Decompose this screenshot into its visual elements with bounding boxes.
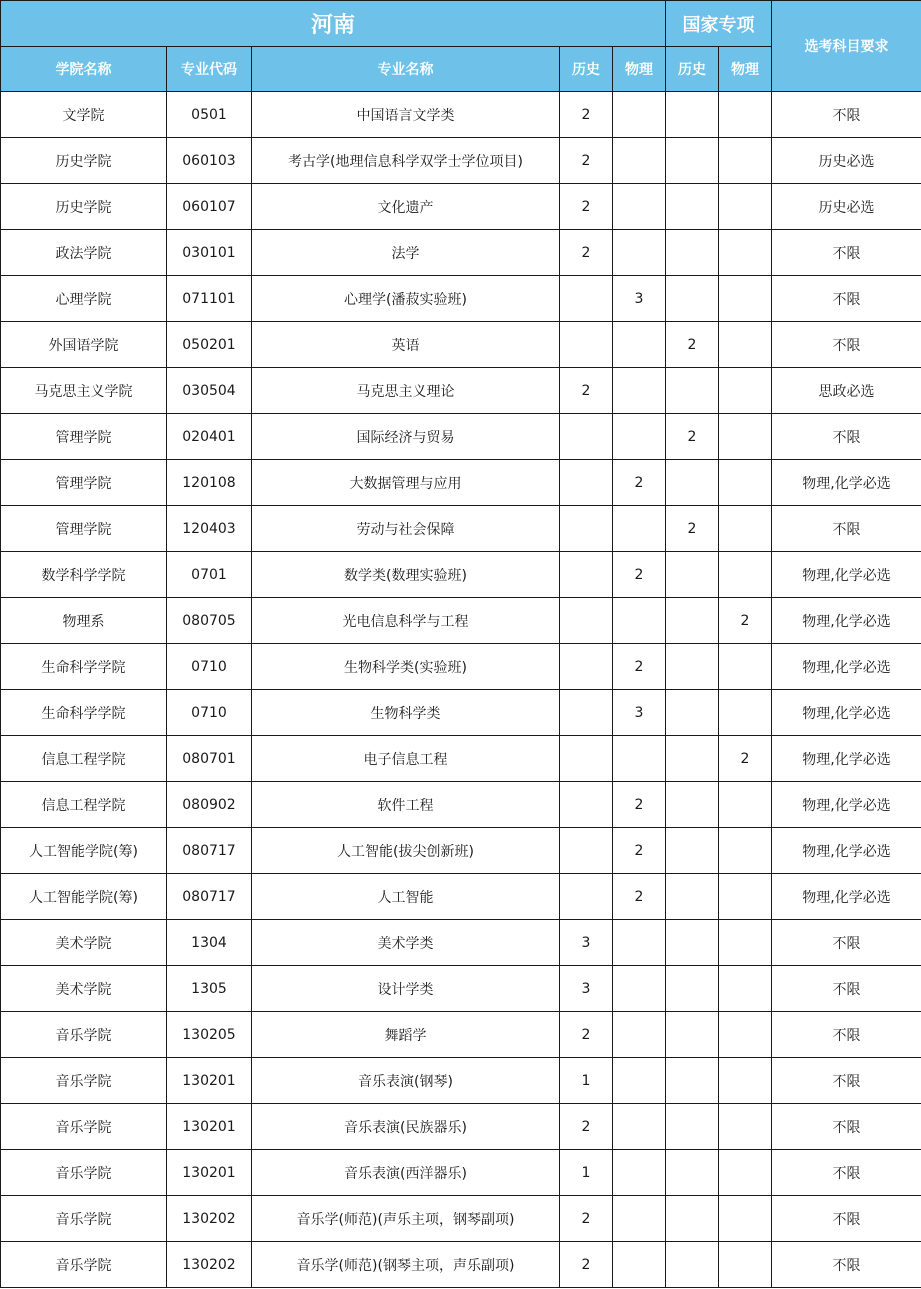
table-row xyxy=(1,506,921,552)
special-physics-count-cell xyxy=(719,138,772,184)
physics-count-cell xyxy=(613,184,666,230)
major-cell: 光电信息科学与工程 xyxy=(252,598,560,644)
code-cell: 060103 xyxy=(167,138,252,184)
physics-count-cell xyxy=(613,322,666,368)
table-row xyxy=(1,1150,921,1196)
physics-count-cell xyxy=(613,1150,666,1196)
special-physics-count-cell xyxy=(719,322,772,368)
special-physics-count-cell xyxy=(719,276,772,322)
college-cell: 人工智能学院(筹) xyxy=(1,874,167,920)
special-physics-count-cell xyxy=(719,552,772,598)
code-cell: 071101 xyxy=(167,276,252,322)
table-row xyxy=(1,460,921,506)
table-row xyxy=(1,92,921,138)
special-history-count-cell: 2 xyxy=(666,506,719,552)
special-physics-count-cell xyxy=(719,460,772,506)
college-cell: 音乐学院 xyxy=(1,1104,167,1150)
table-row xyxy=(1,230,921,276)
history-count-cell: 1 xyxy=(560,1150,613,1196)
physics-column-header: 物理 xyxy=(613,47,666,92)
special-physics-count-cell xyxy=(719,414,772,460)
physics-count-cell xyxy=(613,598,666,644)
special-history-count-cell xyxy=(666,552,719,598)
physics-count-cell xyxy=(613,230,666,276)
history-count-cell xyxy=(560,828,613,874)
college-cell: 信息工程学院 xyxy=(1,736,167,782)
major-cell: 文化遗产 xyxy=(252,184,560,230)
special-physics-count-cell xyxy=(719,782,772,828)
history-count-cell xyxy=(560,690,613,736)
special-history-count-cell xyxy=(666,690,719,736)
code-cell: 130201 xyxy=(167,1150,252,1196)
college-cell: 管理学院 xyxy=(1,414,167,460)
special-physics-count-cell xyxy=(719,1150,772,1196)
special-physics-count-cell xyxy=(719,828,772,874)
physics-count-cell xyxy=(613,414,666,460)
history-count-cell xyxy=(560,552,613,598)
physics-count-cell xyxy=(613,1242,666,1288)
major-cell: 数学类(数理实验班) xyxy=(252,552,560,598)
college-cell: 外国语学院 xyxy=(1,322,167,368)
special-physics-count-cell xyxy=(719,1242,772,1288)
physics-count-cell: 2 xyxy=(613,644,666,690)
major-cell: 美术学类 xyxy=(252,920,560,966)
special-history-count-cell xyxy=(666,644,719,690)
special-history-count-cell xyxy=(666,828,719,874)
table-row xyxy=(1,920,921,966)
special-physics-count-cell xyxy=(719,506,772,552)
special-history-count-cell: 2 xyxy=(666,414,719,460)
table-row xyxy=(1,552,921,598)
requirement-cell: 物理,化学必选 xyxy=(772,782,921,828)
requirement-cell: 不限 xyxy=(772,92,921,138)
physics-count-cell xyxy=(613,920,666,966)
code-cell: 130202 xyxy=(167,1242,252,1288)
requirement-cell: 不限 xyxy=(772,1104,921,1150)
college-cell: 心理学院 xyxy=(1,276,167,322)
table-body xyxy=(1,92,921,1288)
history-count-cell: 3 xyxy=(560,920,613,966)
physics-count-cell xyxy=(613,1012,666,1058)
special-physics-count-cell xyxy=(719,184,772,230)
special-physics-count-cell xyxy=(719,1104,772,1150)
code-cell: 030504 xyxy=(167,368,252,414)
table-row xyxy=(1,322,921,368)
code-cell: 080717 xyxy=(167,828,252,874)
physics-count-cell xyxy=(613,966,666,1012)
college-cell: 马克思主义学院 xyxy=(1,368,167,414)
major-cell: 舞蹈学 xyxy=(252,1012,560,1058)
special-history-count-cell xyxy=(666,1012,719,1058)
college-cell: 文学院 xyxy=(1,92,167,138)
college-cell: 美术学院 xyxy=(1,966,167,1012)
major-cell: 人工智能 xyxy=(252,874,560,920)
code-column-header: 专业代码 xyxy=(167,47,252,92)
special-physics-count-cell xyxy=(719,1012,772,1058)
requirement-cell: 不限 xyxy=(772,276,921,322)
major-cell: 软件工程 xyxy=(252,782,560,828)
requirement-cell: 不限 xyxy=(772,322,921,368)
history-count-cell: 2 xyxy=(560,1242,613,1288)
special-physics-count-cell: 2 xyxy=(719,598,772,644)
special-physics-count-cell xyxy=(719,966,772,1012)
special-history-count-cell xyxy=(666,598,719,644)
history-count-cell xyxy=(560,276,613,322)
code-cell: 0701 xyxy=(167,552,252,598)
college-cell: 管理学院 xyxy=(1,506,167,552)
requirement-cell: 物理,化学必选 xyxy=(772,736,921,782)
table-row xyxy=(1,598,921,644)
special-history-count-cell xyxy=(666,1150,719,1196)
college-cell: 美术学院 xyxy=(1,920,167,966)
special-history-count-cell xyxy=(666,368,719,414)
special-history-count-cell xyxy=(666,184,719,230)
college-cell: 数学科学学院 xyxy=(1,552,167,598)
major-cell: 心理学(潘菽实验班) xyxy=(252,276,560,322)
requirement-cell: 物理,化学必选 xyxy=(772,874,921,920)
history-count-cell xyxy=(560,736,613,782)
history-count-cell: 2 xyxy=(560,368,613,414)
special-physics-count-cell xyxy=(719,368,772,414)
major-cell: 音乐学(师范)(钢琴主项，声乐副项) xyxy=(252,1242,560,1288)
code-cell: 030101 xyxy=(167,230,252,276)
special-history-count-cell xyxy=(666,1196,719,1242)
major-cell: 电子信息工程 xyxy=(252,736,560,782)
major-cell: 国际经济与贸易 xyxy=(252,414,560,460)
college-cell: 物理系 xyxy=(1,598,167,644)
major-cell: 中国语言文学类 xyxy=(252,92,560,138)
history-count-cell xyxy=(560,874,613,920)
table-row xyxy=(1,414,921,460)
table-row xyxy=(1,874,921,920)
requirement-cell: 物理,化学必选 xyxy=(772,552,921,598)
code-cell: 130201 xyxy=(167,1058,252,1104)
special-history-count-cell xyxy=(666,736,719,782)
college-cell: 生命科学学院 xyxy=(1,644,167,690)
code-cell: 130205 xyxy=(167,1012,252,1058)
special-physics-count-cell xyxy=(719,230,772,276)
history-count-cell: 2 xyxy=(560,92,613,138)
college-cell: 人工智能学院(筹) xyxy=(1,828,167,874)
special-program-header: 国家专项 xyxy=(666,1,772,47)
college-cell: 政法学院 xyxy=(1,230,167,276)
table-row xyxy=(1,1104,921,1150)
region-header: 河南 xyxy=(1,1,666,47)
major-cell: 音乐表演(民族器乐) xyxy=(252,1104,560,1150)
requirement-cell: 思政必选 xyxy=(772,368,921,414)
physics-count-cell xyxy=(613,92,666,138)
requirement-cell: 不限 xyxy=(772,414,921,460)
history-count-cell: 3 xyxy=(560,966,613,1012)
college-cell: 历史学院 xyxy=(1,138,167,184)
physics-count-cell xyxy=(613,736,666,782)
code-cell: 060107 xyxy=(167,184,252,230)
requirement-cell: 不限 xyxy=(772,966,921,1012)
physics-count-cell: 3 xyxy=(613,690,666,736)
code-cell: 120108 xyxy=(167,460,252,506)
history-count-cell: 2 xyxy=(560,138,613,184)
requirement-cell: 不限 xyxy=(772,1196,921,1242)
code-cell: 080902 xyxy=(167,782,252,828)
history-count-cell xyxy=(560,506,613,552)
code-cell: 080717 xyxy=(167,874,252,920)
college-cell: 音乐学院 xyxy=(1,1196,167,1242)
major-cell: 音乐学(师范)(声乐主项，钢琴副项) xyxy=(252,1196,560,1242)
table-row xyxy=(1,368,921,414)
major-cell: 生物科学类 xyxy=(252,690,560,736)
table-row xyxy=(1,1242,921,1288)
history-count-cell: 2 xyxy=(560,1104,613,1150)
special-physics-count-cell xyxy=(719,920,772,966)
physics-count-cell: 2 xyxy=(613,552,666,598)
table-row xyxy=(1,690,921,736)
requirement-cell: 物理,化学必选 xyxy=(772,690,921,736)
physics-count-cell: 2 xyxy=(613,874,666,920)
physics-count-cell xyxy=(613,1104,666,1150)
code-cell: 0501 xyxy=(167,92,252,138)
major-cell: 生物科学类(实验班) xyxy=(252,644,560,690)
special-physics-count-cell: 2 xyxy=(719,736,772,782)
special-physics-count-cell xyxy=(719,644,772,690)
requirement-cell: 不限 xyxy=(772,1150,921,1196)
special-physics-count-cell xyxy=(719,92,772,138)
major-cell: 马克思主义理论 xyxy=(252,368,560,414)
history-count-cell xyxy=(560,782,613,828)
special-physics-count-cell xyxy=(719,874,772,920)
special-history-count-cell xyxy=(666,966,719,1012)
college-cell: 音乐学院 xyxy=(1,1058,167,1104)
table-row xyxy=(1,1058,921,1104)
major-cell: 音乐表演(钢琴) xyxy=(252,1058,560,1104)
college-cell: 管理学院 xyxy=(1,460,167,506)
requirement-cell: 物理,化学必选 xyxy=(772,598,921,644)
major-column-header: 专业名称 xyxy=(252,47,560,92)
physics-count-cell xyxy=(613,138,666,184)
special-physics-count-cell xyxy=(719,1058,772,1104)
special-history-column-header: 历史 xyxy=(666,47,719,92)
code-cell: 080701 xyxy=(167,736,252,782)
major-cell: 劳动与社会保障 xyxy=(252,506,560,552)
history-count-cell: 1 xyxy=(560,1058,613,1104)
table-row xyxy=(1,782,921,828)
college-cell: 音乐学院 xyxy=(1,1012,167,1058)
major-cell: 人工智能(拔尖创新班) xyxy=(252,828,560,874)
special-history-count-cell xyxy=(666,138,719,184)
major-cell: 设计学类 xyxy=(252,966,560,1012)
requirement-cell: 不限 xyxy=(772,1242,921,1288)
physics-count-cell: 2 xyxy=(613,828,666,874)
special-history-count-cell xyxy=(666,460,719,506)
code-cell: 120403 xyxy=(167,506,252,552)
code-cell: 130202 xyxy=(167,1196,252,1242)
table-row xyxy=(1,1196,921,1242)
special-history-count-cell xyxy=(666,1104,719,1150)
college-cell: 音乐学院 xyxy=(1,1242,167,1288)
history-count-cell: 2 xyxy=(560,1012,613,1058)
table-row xyxy=(1,184,921,230)
major-cell: 大数据管理与应用 xyxy=(252,460,560,506)
table-row xyxy=(1,828,921,874)
physics-count-cell xyxy=(613,1196,666,1242)
table-row xyxy=(1,966,921,1012)
code-cell: 1305 xyxy=(167,966,252,1012)
history-count-cell: 2 xyxy=(560,1196,613,1242)
requirement-cell: 不限 xyxy=(772,1058,921,1104)
table-row xyxy=(1,1012,921,1058)
special-history-count-cell xyxy=(666,1242,719,1288)
history-column-header: 历史 xyxy=(560,47,613,92)
physics-count-cell xyxy=(613,368,666,414)
physics-count-cell: 2 xyxy=(613,460,666,506)
college-cell: 音乐学院 xyxy=(1,1150,167,1196)
physics-count-cell xyxy=(613,506,666,552)
requirement-cell: 物理,化学必选 xyxy=(772,828,921,874)
special-history-count-cell: 2 xyxy=(666,322,719,368)
special-history-count-cell xyxy=(666,874,719,920)
major-cell: 英语 xyxy=(252,322,560,368)
college-column-header: 学院名称 xyxy=(1,47,167,92)
physics-count-cell xyxy=(613,1058,666,1104)
special-history-count-cell xyxy=(666,276,719,322)
code-cell: 130201 xyxy=(167,1104,252,1150)
requirement-cell: 不限 xyxy=(772,920,921,966)
special-physics-count-cell xyxy=(719,690,772,736)
code-cell: 0710 xyxy=(167,644,252,690)
requirement-cell: 物理,化学必选 xyxy=(772,644,921,690)
table-row xyxy=(1,276,921,322)
physics-count-cell: 2 xyxy=(613,782,666,828)
college-cell: 历史学院 xyxy=(1,184,167,230)
major-cell: 法学 xyxy=(252,230,560,276)
physics-count-cell: 3 xyxy=(613,276,666,322)
special-physics-column-header: 物理 xyxy=(719,47,772,92)
code-cell: 080705 xyxy=(167,598,252,644)
code-cell: 020401 xyxy=(167,414,252,460)
requirement-cell: 历史必选 xyxy=(772,138,921,184)
history-count-cell: 2 xyxy=(560,184,613,230)
requirement-cell: 物理,化学必选 xyxy=(772,460,921,506)
special-history-count-cell xyxy=(666,1058,719,1104)
college-cell: 信息工程学院 xyxy=(1,782,167,828)
special-history-count-cell xyxy=(666,920,719,966)
history-count-cell xyxy=(560,598,613,644)
special-history-count-cell xyxy=(666,782,719,828)
history-count-cell: 2 xyxy=(560,230,613,276)
requirement-cell: 历史必选 xyxy=(772,184,921,230)
code-cell: 1304 xyxy=(167,920,252,966)
requirement-cell: 不限 xyxy=(772,506,921,552)
special-history-count-cell xyxy=(666,230,719,276)
special-physics-count-cell xyxy=(719,1196,772,1242)
history-count-cell xyxy=(560,460,613,506)
requirement-cell: 不限 xyxy=(772,230,921,276)
table-row xyxy=(1,736,921,782)
major-cell: 音乐表演(西洋器乐) xyxy=(252,1150,560,1196)
college-cell: 生命科学学院 xyxy=(1,690,167,736)
special-history-count-cell xyxy=(666,92,719,138)
history-count-cell xyxy=(560,644,613,690)
major-cell: 考古学(地理信息科学双学士学位项目) xyxy=(252,138,560,184)
history-count-cell xyxy=(560,414,613,460)
requirement-header: 选考科目要求 xyxy=(772,1,921,92)
table-row xyxy=(1,644,921,690)
code-cell: 050201 xyxy=(167,322,252,368)
requirement-cell: 不限 xyxy=(772,1012,921,1058)
code-cell: 0710 xyxy=(167,690,252,736)
table-row xyxy=(1,138,921,184)
history-count-cell xyxy=(560,322,613,368)
